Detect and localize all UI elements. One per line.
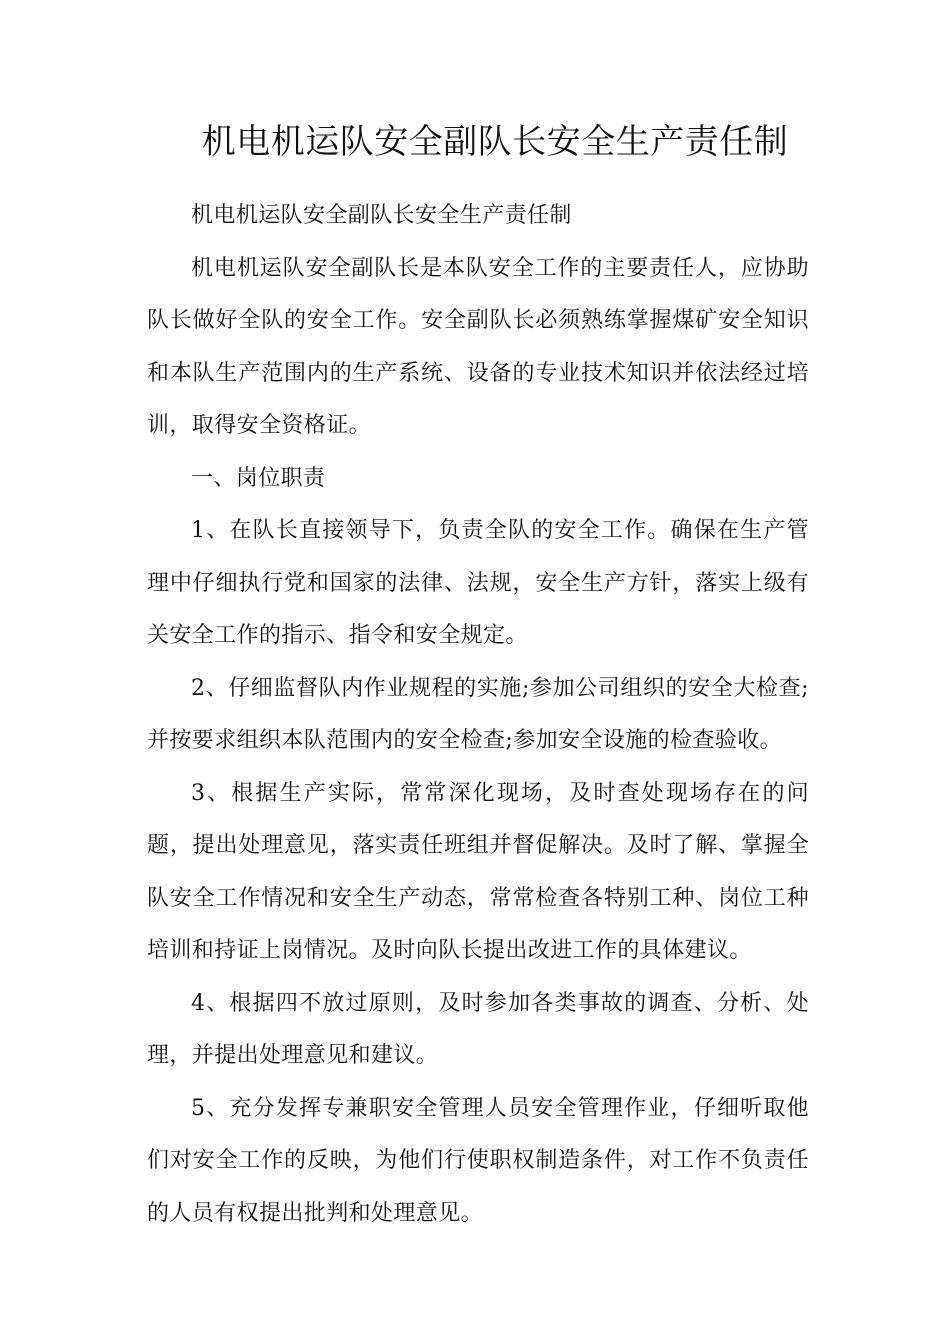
section-heading: 一、岗位职责 [191, 465, 326, 491]
document-body [147, 190, 809, 1240]
duty-item-3: 3、根据生产实际，常常深化现场，及时查处现场存在的问题，提出处理意见，落实责任班组并督促解决。及时了解、掌握全队安全工作情况和安全生产动态，常常检查各特别工种、岗位工种培训和持证上岗情况。及时向队长提出改进工作的具体建议。 [147, 780, 809, 963]
duty-item-4: 4、根据四不放过原则，及时参加各类事故的调查、分析、处理，并提出处理意见和建议。 [147, 990, 809, 1068]
intro-paragraph: 机电机运队安全副队长是本队安全工作的主要责任人，应协助队长做好全队的安全工作。安全副队长必须熟练掌握煤矿安全知识和本队生产范围内的生产系统、设备的专业技术知识并依法经过培训，取得安全资格证。 [147, 255, 809, 438]
duty-item-1: 1、在队长直接领导下，负责全队的安全工作。确保在生产管理中仔细执行党和国家的法律、法规，安全生产方针，落实上级有关安全工作的指示、指令和安全规定。 [147, 518, 809, 648]
subtitle-paragraph: 机电机运队安全副队长安全生产责任制 [191, 203, 572, 228]
duty-item-5: 5、充分发挥专兼职安全管理人员安全管理作业，仔细听取他们对安全工作的反映，为他们行使职权制造条件，对工作不负责任的人员有权提出批判和处理意见。 [147, 1095, 809, 1226]
page-title: 机电机运队安全副队长安全生产责任制 [201, 122, 789, 162]
duty-item-2: 2、仔细监督队内作业规程的实施;参加公司组织的安全大检查;并按要求组织本队范围内的安全检查;参加安全设施的检查验收。 [147, 675, 809, 753]
